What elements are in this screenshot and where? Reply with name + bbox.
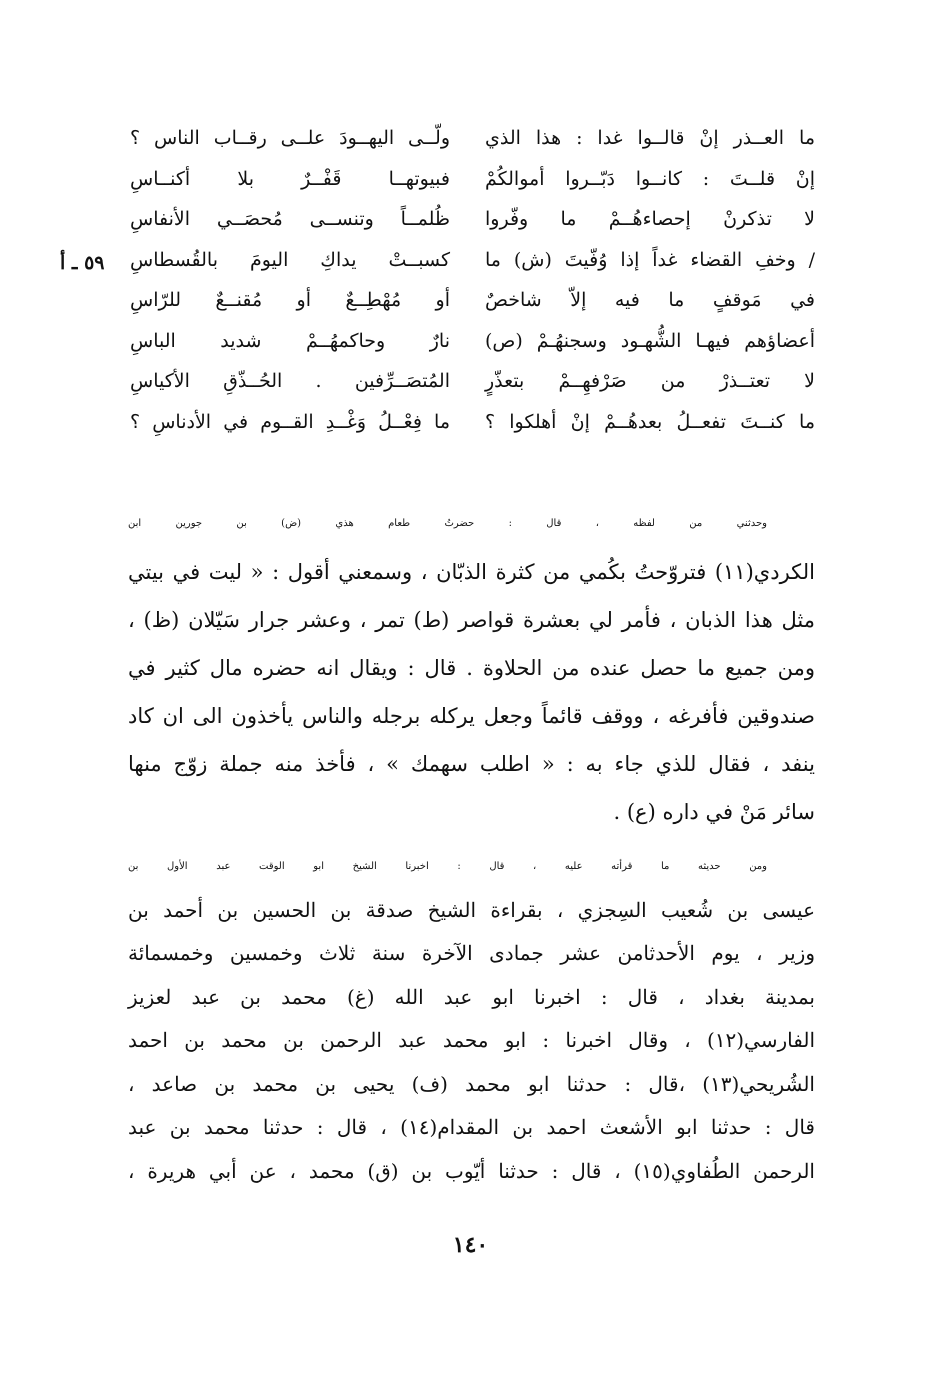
verse-line: المُتصَــرِّفين . الحُــذّقِ الأكياسِ	[130, 370, 450, 392]
poem-right-column	[485, 118, 815, 442]
poem-block	[130, 118, 815, 488]
text-line: ومن حديثه ما قرأته عليه ، قال : اخبرنا الشيخ ابو الوقت عبد الأول بن	[128, 861, 767, 872]
text-line: ينفد ، فقال للذي جاء به : « اطلب سهمك » ، فأخذ منه جملة زوّج منها	[128, 752, 815, 776]
verse-line: فبيوتهــا قَفْــرٌ بلا أكنــاسِ	[130, 167, 450, 190]
verse-line: كسبــتْ يداكِ اليومَ بالقُسطاسِ	[130, 248, 450, 271]
text-line: ومن جميع ما حصل عنده من الحلاوة . قال : ويقال انه حضره مال كثير في	[128, 656, 815, 680]
verse-line: ما العــذر إنْ قالــوا غدا : هذا الذي	[485, 127, 815, 149]
verse-line: إنْ قلــتَ : كانــوا دَبّــروا أموالكُمْ	[485, 167, 815, 190]
verse-line: نارٌ وحاكمهُــمْ شديد الباسِ	[130, 329, 450, 352]
verse-line: لا تعتــذرْ من صَرْفهِــمْ بتعذّرٍ	[485, 370, 815, 392]
verse-line: ولّــى اليهــودَ علــى رقــاب الناس ؟	[130, 127, 450, 149]
poem-left-column	[130, 118, 450, 442]
verse-line: / وخفِ القضاء غداً إذا وُفّيتَ (ش) ما	[485, 248, 815, 271]
manuscript-folio-marker: ٥٩ ـ أ	[60, 252, 105, 274]
text-line: قال : حدثنا ابو الأشعث احمد بن المقدام(١٤) ، قال : حدثنا محمد بن عبد	[128, 1115, 815, 1139]
verse-line: ما فِعْــلُ وَغْــدِ القــوم في الأدناسِ ؟	[130, 410, 450, 433]
verse-line: ظُلمــاً وتنســى مُحصَــي الأنفاسِ	[130, 208, 450, 230]
text-line: الرحمن الطُفاوي(١٥) ، قال : حدثنا أيّوب بن (ق) محمد ، عن أبي هريرة ،	[128, 1158, 815, 1183]
verse-line: أعضاؤهم فيهـا الشُّهـود وسجنهُـمْ (ص)	[485, 329, 815, 352]
text-line: الكردي(١١) فتروّحتُ بكُمي من كثرة الذبّان ، وسمعني أقول : « ليت في بيتي	[128, 560, 815, 584]
text-line: وحدثني من لفظه ، قال : حضرتُ طعام هذي (ض) بن جورين ابن	[128, 518, 767, 529]
paragraph-anecdote	[128, 500, 815, 836]
text-line: عيسى بن شُعيب السِجزي ، بقراءة الشيخ صدقة بن الحسين بن أحمد بن	[128, 897, 815, 922]
verse-line: ما كنــتَ تفعــلُ بعدهُــمْ إنْ أهلكوا ؟	[485, 410, 815, 433]
text-line: الشُريحي(١٣) ،قال : حدثنا ابو محمد (ف) يحيى بن محمد بن صاعد ،	[128, 1071, 815, 1096]
verse-line: لا تذكرنْ إحصاءهُــمْ ما وفّروا	[485, 208, 815, 230]
text-line: صندوقين فأفرغه ، ووقف قائماً وجعل يركله برجله والناس يأخذون الى ان كاد	[128, 704, 815, 728]
text-line: سائر مَنْ في داره (ع) .	[613, 800, 815, 824]
verse-line: أو مُهْطِــعٌ أو مُقنــعٌ للرّاسِ	[130, 289, 450, 311]
paragraph-isnad	[128, 845, 815, 1193]
verse-line: في مَوقفٍ ما فيه إلاّ شاخصٌ	[485, 289, 815, 311]
page-number: ١٤٠	[452, 1232, 489, 1258]
text-line: بمدينة بغداد ، قال : اخبرنا ابو عبد الله (غ) محمد بن عبد لعزيز	[128, 984, 816, 1009]
text-line: وزير ، يوم الأحدثامن عشر جمادى الآخرة سنة ثلاث وخمسين وخمسمائة	[128, 941, 816, 965]
text-line: الفارسي(١٢) ، وقال اخبرنا : ابو محمد عبد الرحمن بن محمد بن احمد	[128, 1028, 815, 1052]
text-line: مثل هذا الذبان ، فأمر لي بعشرة قواصر (ط) تمر ، وعشر جرار سَيّلان (ظ) ،	[128, 608, 815, 632]
